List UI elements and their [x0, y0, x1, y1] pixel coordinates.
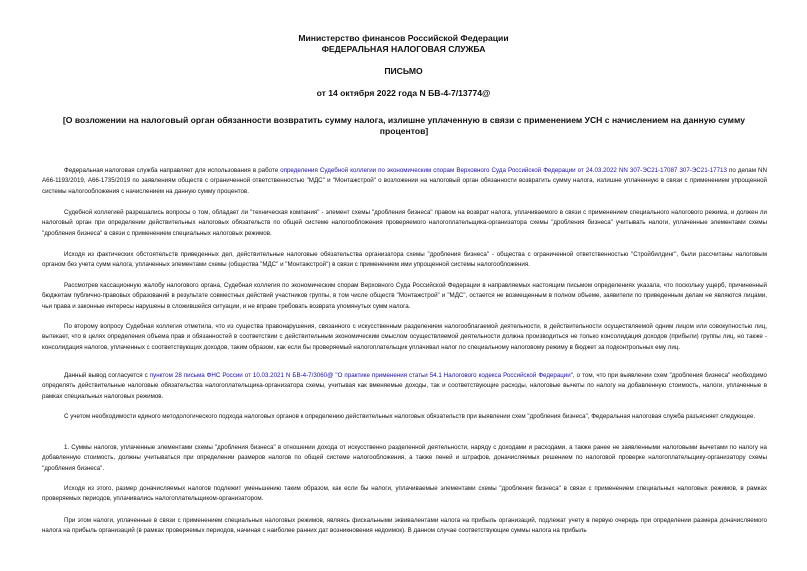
paragraph-2: Судебной коллегией разрешались вопросы о том, обладает ли "техническая компания" - элемент схемы "дробления бизнеса" правом на возврат налога, уплачиваемого в связи с применением специального налогового режима, и должен ли налоговый орган при определении действительных налоговых обязательств по общей системе налогообложения проверяемого налогоплательщика-организатора схемы "дробления бизнеса" учитывать налоги, уплаченные элементами схемы "дробления бизнеса" в связи с применением специальных налоговых режимов.: [42, 209, 767, 237]
paragraph-1-text-a: Федеральная налоговая служба направляет для использования в работе: [64, 167, 281, 174]
fns-letter-link[interactable]: пунктом 28 письма ФНС России от 10.03.2021 N БВ-4-7/3060@ "О практике применения статьи 54.1 Налогового кодекса Российской Федерации": [149, 372, 573, 379]
ministry-heading: Министерство финансов Российской Федерации: [298, 33, 509, 43]
paragraph-6-text-a: Данный вывод согласуется с: [64, 372, 150, 379]
court-ruling-link[interactable]: определения Судебной коллегии по экономическим спорам Верховного Суда Российской Федерации от 24.03.2022 NN 307-ЭС21-17087 307-ЭС21-17713: [280, 167, 727, 174]
paragraph-3: Исходя из фактических обстоятельств приведенных дел, действительные налоговые обязательства организатора схемы "дробления бизнеса" - общества с ограниченной ответственностью "Стройбилдинг", были рассчитаны налоговым органом без учета сумм налога, уплаченных элементами схемы (общества "МДС" и "Монтажстрой") в связи с применением ими упрощенной системы налогообложения.: [42, 251, 767, 269]
paragraph-5: По второму вопросу Судебная коллегия отметила, что из существа правонарушения, связанного с искусственным разделением налогооблагаемой деятельности, в действительности осуществляемой одним лицом или совокупностью лиц, вытекает, что в целях определения объема прав и обязанностей в соответствии с действительным экономическим смыслом осуществляемой деятельности должна производиться не только консолидация доходов (прибыли) группы лиц, но также - консолидация налогов, уплаченных с соответствующих доходов, таким образом, как если бы проверяемый налогоплательщик уплачивал налог по специальному налоговому режиму в бюджет за подконтрольных ему лиц.: [42, 323, 767, 351]
paragraph-4: Рассмотрев кассационную жалобу налогового органа, Судебная коллегия по экономическим спорам Верховного Суда Российской Федерации в направляемых настоящим письмом определениях указала, что поскольку ущерб, причиненный бюджетам публично-правовых образований в результате совместных действий участников группы, в том числе обществ "Монтажстрой" и "МДС", остается не возмещенным в полном объеме, заявители по приведенным делам не являются лицами, чьи права и законные интересы нарушены в сложившейся ситуации, и не вправе требовать возврата упомянутых сумм налога.: [42, 282, 767, 310]
paragraph-1: [42, 166, 767, 197]
service-heading: ФЕДЕРАЛЬНАЯ НАЛОГОВАЯ СЛУЖБА: [321, 44, 486, 54]
paragraph-7: С учетом необходимости единого методологического подхода налоговых органов к определению действительных налоговых обязательств при выявлении схем "дробления бизнеса", Федеральная налоговая служба разъясняет следующее.: [64, 413, 756, 420]
paragraph-6: [42, 371, 767, 402]
paragraph-9: Исходя из этого, размер доначисляемых налогов подлежит уменьшению таким образом, как если бы налоги, уплачиваемые элементами схемы "дробления бизнеса" в связи с применением специальных налоговых режимов, в рамках проверяемых периодов, уплачивались налогоплательщиком-организатором.: [42, 485, 767, 503]
paragraph-10: При этом налоги, уплаченные в связи с применением специальных налоговых режимов, являясь фискальными эквивалентами налога на прибыль организаций, подлежат учету в первую очередь при определении размера доначисляемого налога на прибыль организаций (в рамках проверяемых периодов, начиная с наиболее ранних дат возникновения недоимок). В данном случае соответствующие суммы налога на прибыль: [42, 517, 767, 535]
paragraph-8: 1. Суммы налогов, уплаченные элементами схемы "дробления бизнеса" в отношении дохода от искусственно разделенной деятельности, наряду с доходами и расходами, а также ранее не заявленными налоговыми вычетами по налогу на добавленную стоимость, должны учитываться при определении размеров налогов по общей системе налогообложения, а также пеней и штрафов, доначисляемых решением по налоговой проверке налогоплательщику-организатору схемы "дробления бизнеса".: [42, 444, 767, 472]
document-title: [О возложении на налоговый орган обязанности возвратить сумму налога, излишне уплаченную в связи с применением УСН с начислением на данную сумму процентов]: [62, 115, 746, 136]
document-date-number: от 14 октября 2022 года N БВ-4-7/13774@: [316, 88, 491, 98]
paragraph-1-text-b: по делам NN А66-1193/2019, А66-1735/2019 по заявлениям обществ с ограниченной ответственностью "МДС" и "Монтажстрой" о возложении на налоговый орган обязанности возвратить сумму налога, излишне уплаченную в связи с применением упрощенной системы налогообложения с начислением на данную сумму процентов.: [42, 167, 767, 195]
paragraph-6-text-b: , о том, что при выявлении схем "дробления бизнеса" необходимо определять действительные налоговые обязательства налогоплательщика-организатора схемы, учитывая как вменяемые доходы, так и соответствующие расходы, налоговые вычеты по налогу на добавленную стоимость, налоги, уплаченные в рамках специальных налоговых режимов.: [42, 372, 767, 400]
document-type: ПИСЬМО: [384, 66, 423, 76]
